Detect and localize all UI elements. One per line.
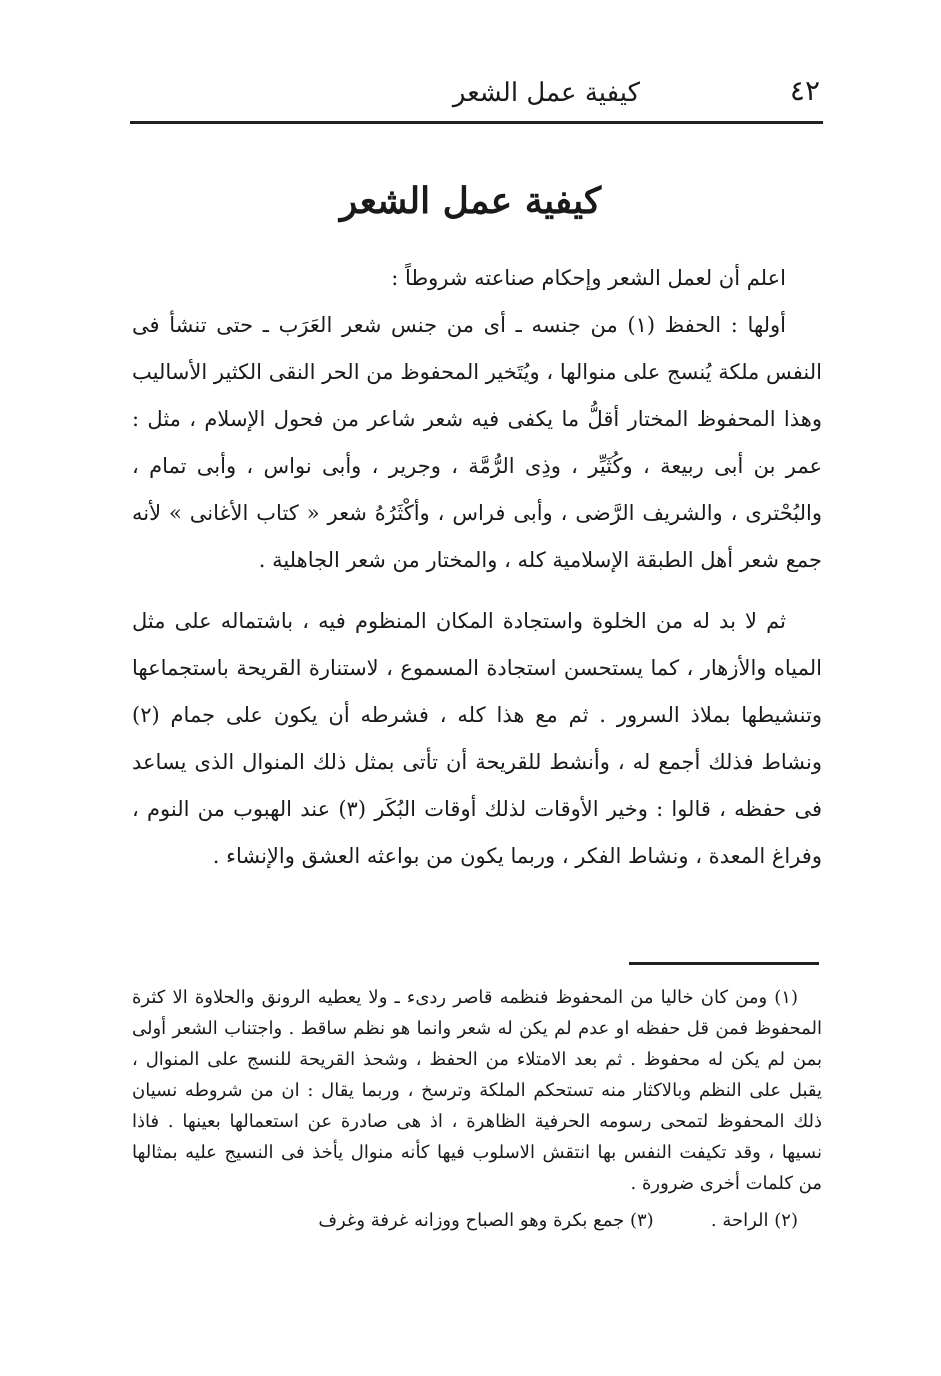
paragraph-memorization: أولها : الحفظ (١) من جنسه ـ أى من جنس شعر العَرَب ـ حتى تنشأ فى النفس ملكة يُنسج على منوالها ، ويُتَخير المحفوظ من الحر النقى الكثير الأساليب وهذا المحفوظ المختار أقلُّ ما يكفى فيه شعر شاعر من فحول الإسلام ، مثل : عمر بن أبى ربيعة ، وكُثَيِّر ، وذِى الرُّمَّة ، وجرير ، وأبى نواس ، وأبى تمام ، والبُحْترى ، والشريف الرَّضى ، وأبى فراس ، وأكْثَرُهُ شعر « كتاب الأغانى » لأنه جمع شعر أهل الطبقة الإسلامية كله ، والمختار من شعر الجاهلية .: [132, 313, 822, 572]
footnote-1: (١) ومن كان خاليا من المحفوظ فنظمه قاصر ردىء ـ ولا يعطيه الرونق والحلاوة الا كثرة المحفوظ فمن قل حفظه او عدم لم يكن له شعر وانما هو نظم ساقط . واجتناب الشعر أولى بمن لم يكن له محفوظ . ثم بعد الامتلاء من الحفظ ، وشحذ القريحة للنسج على المنوال ، يقبل على النظم وبالاكثار منه تستحكم الملكة وترسخ ، وربما يقال : ان من شروطه نسيان ذلك المحفوظ لتمحى رسومه الحرفية الظاهرة ، اذ هى صادرة عن استعمالها بعينها . فاذا نسيها ، وقد تكيفت النفس بها انتقش الاسلوب فيها كأنه منوال يأخذ فى النسيج عليه بمثالها من كلمات أخرى ضرورة .: [132, 987, 823, 1194]
footnotes: [132, 982, 822, 1236]
page-number: ٤٢: [789, 74, 820, 107]
header-rule: [130, 121, 823, 124]
paragraph-intro: اعلم أن لعمل الشعر وإحكام صناعته شروطاً :: [391, 266, 786, 290]
running-title: كيفية عمل الشعر: [452, 78, 640, 108]
body-text: [132, 255, 822, 880]
footnote-rule: [629, 962, 819, 965]
paragraph-seclusion: ثم لا بد له من الخلوة واستجادة المكان المنظوم فيه ، باشتماله على مثل المياه والأزهار ، كما يستحسن استجادة المسموع ، لاستنارة القريحة باستجماعها وتنشيطها بملاذ السرور . ثم مع هذا كله ، فشرطه أن يكون على جمام (٢) ونشاط فذلك أجمع له ، وأنشط للقريحة أن تأتى بمثل ذلك المنوال الذى يساعد فى حفظه ، قالوا : وخير الأوقات لذلك أوقات البُكَر (٣) عند الهبوب من النوم ، وفراغ المعدة ، ونشاط الفكر ، وربما يكون من بواعثه العشق والإنشاء .: [132, 609, 822, 868]
footnotes-2-3: [132, 1205, 822, 1236]
page-header: [130, 70, 820, 120]
footnote-2: (٢) الراحة .: [710, 1210, 798, 1231]
footnote-3: (٣) جمع بكرة وهو الصباح ووزانه غرفة وغرف: [318, 1210, 654, 1231]
chapter-title: كيفية عمل الشعر: [339, 180, 602, 222]
